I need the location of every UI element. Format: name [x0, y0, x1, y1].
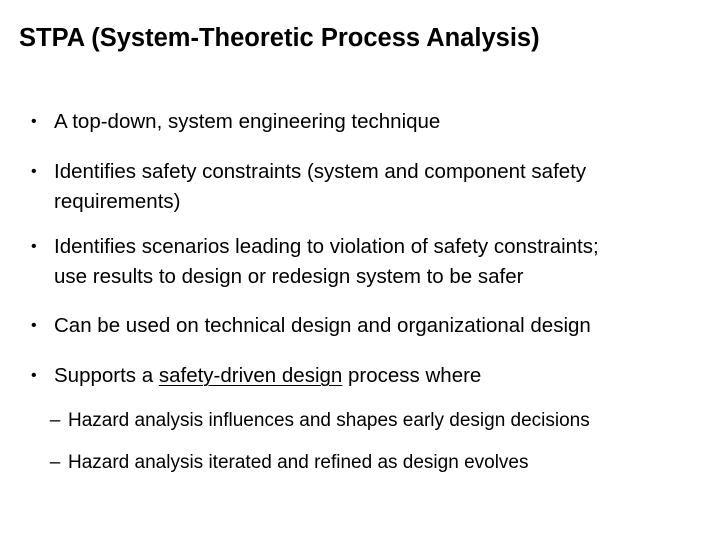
sub-bullet-text: Hazard analysis influences and shapes early design decisions	[68, 410, 590, 431]
bullet-item	[31, 311, 591, 341]
bullet-marker: •	[31, 113, 37, 130]
dash-marker: –	[49, 410, 61, 431]
bullet-line: Can be used on technical design and organizational design	[54, 314, 591, 337]
bullet-text-prefix: Supports a	[54, 364, 159, 387]
bullet-marker: •	[31, 238, 37, 255]
bullet-marker: •	[31, 367, 37, 384]
bullet-line: Identifies scenarios leading to violation of safety constraints;	[54, 235, 599, 258]
bullet-text	[54, 311, 591, 341]
bullet-item	[31, 107, 440, 137]
bullet-line: Identifies safety constraints (system and component safety	[54, 160, 587, 183]
bullet-text-suffix: process where	[342, 364, 482, 387]
bullet-text	[54, 232, 599, 292]
bullet-text	[54, 157, 586, 217]
bullet-line: A top-down, system engineering technique	[54, 110, 441, 133]
bullet-item	[31, 157, 586, 217]
bullet-line	[54, 361, 481, 391]
bullet-text	[54, 107, 440, 137]
sub-bullet-text: Hazard analysis iterated and refined as design evolves	[68, 452, 529, 473]
bullet-item	[31, 232, 599, 292]
sub-bullet-item	[42, 450, 529, 476]
bullet-text	[54, 361, 481, 391]
dash-marker: –	[49, 452, 61, 473]
underlined-term: safety-driven design	[158, 364, 343, 387]
bullet-marker: •	[31, 163, 37, 180]
sub-bullet-item	[42, 408, 590, 434]
slide-title: STPA (System-Theoretic Process Analysis)	[19, 24, 540, 52]
bullet-line: use results to design or redesign system to be safer	[54, 265, 524, 288]
bullet-item	[31, 361, 481, 391]
bullet-line: requirements)	[54, 190, 181, 213]
bullet-marker: •	[31, 317, 37, 334]
